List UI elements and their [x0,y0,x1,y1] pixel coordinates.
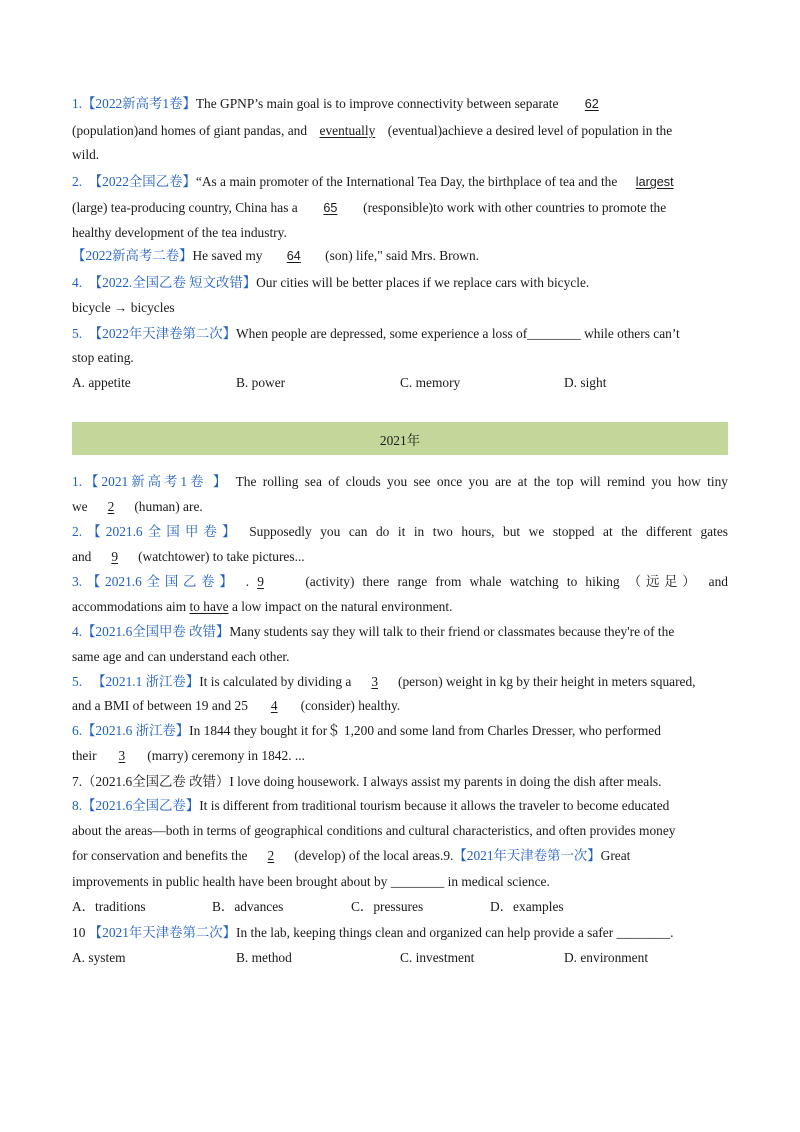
answer-blank: 3 [371,674,379,689]
option-d: D. sight [564,375,607,390]
question-text: “As a main promoter of the International Tea Day, the birthplace of tea and the [195,174,618,189]
question-text: . [245,574,250,589]
question-number: 4. [72,275,83,290]
source-tag: 【2022年天津卷第二次】 [88,326,237,341]
answer-blank: 9 [257,574,264,589]
q1-2022-line2 [72,122,672,140]
question-text: (large) tea-producing country, China has a [72,200,298,215]
question-number: 10 [72,925,86,940]
q3-2021-line2 [72,598,452,616]
q1-2021-line1 [72,473,728,491]
q4-2022-answer [72,299,175,317]
question-text: (human) are. [134,499,203,514]
q1-2021-line2 [72,498,203,516]
answer-blank: 64 [286,249,301,263]
q5-2022-line2 [72,349,134,367]
question-text: we [72,499,88,514]
option-a: A．traditions [72,899,146,914]
question-text: (population)and homes of giant pandas, and [72,123,308,138]
q10-2021-line1 [72,924,673,942]
question-text: (watchtower) to take pictures... [138,549,305,564]
source-tag: 【2021.6全国乙卷】 [82,574,238,589]
answer-blank: 62 [584,97,599,111]
q8-2021-line3 [72,847,630,865]
question-text: In the lab, keeping things clean and organized can help provide a safer ________. [236,925,674,940]
q3-2022-line1 [72,247,479,265]
question-text: (person) weight in kg by their height in meters squared, [398,674,696,689]
question-text: same age and can understand each other. [72,649,290,664]
question-text: When people are depressed, some experience a loss of________ while others can’t [236,326,680,341]
answer-blank: 2 [267,848,275,863]
option-b: B．advances [212,899,284,914]
source-tag: 【2021.6全国甲卷】 [82,524,241,539]
q4-2021-line2 [72,648,290,666]
q5-2022-line1 [72,325,680,343]
q6-2021-line1 [72,722,661,740]
option-c: C. memory [400,375,461,390]
option-b: B. method [236,950,292,965]
q1-2022-line3 [72,146,99,164]
q3-2021-line1 [72,573,728,591]
option-a: A. appetite [72,375,131,390]
underlined-phrase: to have [189,599,229,614]
question-text: Great [600,848,631,863]
question-text: (activity) there range from whale watching to hiking （远足） and [305,574,728,589]
question-number: 6. [72,723,83,738]
year-banner-title: 2021年 [379,433,421,448]
year-banner [72,422,728,455]
question-text: a low impact on the natural environment. [231,599,453,614]
answer-blank: eventually [319,123,376,138]
q2-2022-line2 [72,199,666,217]
question-number: 1. [72,474,83,489]
source-tag: 【2021.6 浙江卷】 [82,723,190,738]
source-tag: 【2022新高考二卷】 [72,248,193,263]
question-text: stop eating. [72,350,134,365]
q1-2022-line1 [72,95,622,113]
question-number: 8. [72,798,83,813]
question-number: 4. [72,624,83,639]
question-text: It is different from traditional tourism because it allows the traveler to become educated [199,798,670,813]
correction-answer: bicycle → bicycles [72,300,175,315]
answer-blank: 4 [270,698,278,713]
question-text: (develop) of the local areas.9. [294,848,454,863]
source-tag: 【2022.全国乙卷 短文改错】 [88,275,257,290]
source-tag: 【2021年天津卷第二次】 [88,925,237,940]
source-tag: 【2021年天津卷第一次】 [453,848,601,863]
option-d: D. environment [564,950,649,965]
question-text: about the areas—both in terms of geographical conditions and cultural characteristics, and often provides money [72,823,676,838]
answer-blank: largest [635,175,674,189]
option-c: C. investment [400,950,475,965]
question-text: In 1844 they bought it for＄ 1,200 and some land from Charles Dresser, who performed [189,723,661,738]
question-text: and a BMI of between 19 and 25 [72,698,248,713]
question-number: 2. [72,174,83,189]
question-text: He saved my [192,248,263,263]
question-number: 5. [72,674,83,689]
question-text: improvements in public health have been brought about by ________ in medical science. [72,874,550,889]
question-text: their [72,748,97,763]
question-text: (responsible)to work with other countries to promote the [363,200,667,215]
question-text: accommodations aim [72,599,187,614]
q8-2021-line1 [72,797,669,815]
question-text: (son) life," said Mrs. Brown. [325,248,480,263]
option-c: C．pressures [351,899,424,914]
question-text: healthy development of the tea industry. [72,225,287,240]
q2-2022-line3 [72,224,287,242]
q5-2021-line2 [72,697,400,715]
source-tag: 【2021.1 浙江卷】 [92,674,200,689]
source-tag: 【2021新高考1卷 】 [82,474,230,489]
answer-blank: 65 [323,201,338,215]
q2-2022-line1 [72,173,689,191]
question-text: Supposedly you can do it in two hours, but we stopped at the different gates [249,524,728,539]
q6-2021-line2 [72,747,305,765]
source-tag: 【2021.6全国乙卷】 [82,798,200,813]
q9-2021-line2 [72,873,550,891]
source-tag: 【2021.6全国甲卷 改错】 [82,624,230,639]
option-d: D．examples [490,899,564,914]
question-text: The rolling sea of clouds you see once you are at the top will remind you how tiny [235,474,728,489]
question-text: The GPNP’s main goal is to improve connectivity between separate [195,96,559,111]
question-text: It is calculated by dividing a [199,674,352,689]
question-text: (eventual)achieve a desired level of population in the [387,123,673,138]
question-text: and [72,549,92,564]
source-tag: 【2022新高考1卷】 [82,96,196,111]
answer-blank: 2 [107,499,115,514]
question-text: Many students say they will talk to their friend or classmates because they're of the [229,624,675,639]
q4-2022-line1 [72,274,589,292]
question-text: (consider) healthy. [300,698,401,713]
question-text: (marry) ceremony in 1842. ... [147,748,305,763]
q2-2021-line2 [72,548,305,566]
option-a: A. system [72,950,126,965]
q2-2021-line1 [72,523,728,541]
q8-2021-line2 [72,822,676,840]
question-text: Our cities will be better places if we replace cars with bicycle. [256,275,590,290]
question-number: 3. [72,574,83,589]
question-number: 2. [72,524,83,539]
answer-blank: 9 [111,549,119,564]
q7-2021-line1 [72,773,661,791]
q4-2021-line1 [72,623,674,641]
question-number: 5. [72,326,83,341]
question-text: for conservation and benefits the [72,848,248,863]
question-text: wild. [72,147,100,162]
answer-blank: 3 [118,748,126,763]
q5-2021-line1 [72,673,696,691]
option-b: B. power [236,375,286,390]
source-tag: 【2022全国乙卷】 [88,174,196,189]
question-text: 7.（2021.6全国乙卷 改错）I love doing housework. I always assist my parents in doing the dish after meals. [72,774,662,789]
question-number: 1. [72,96,83,111]
